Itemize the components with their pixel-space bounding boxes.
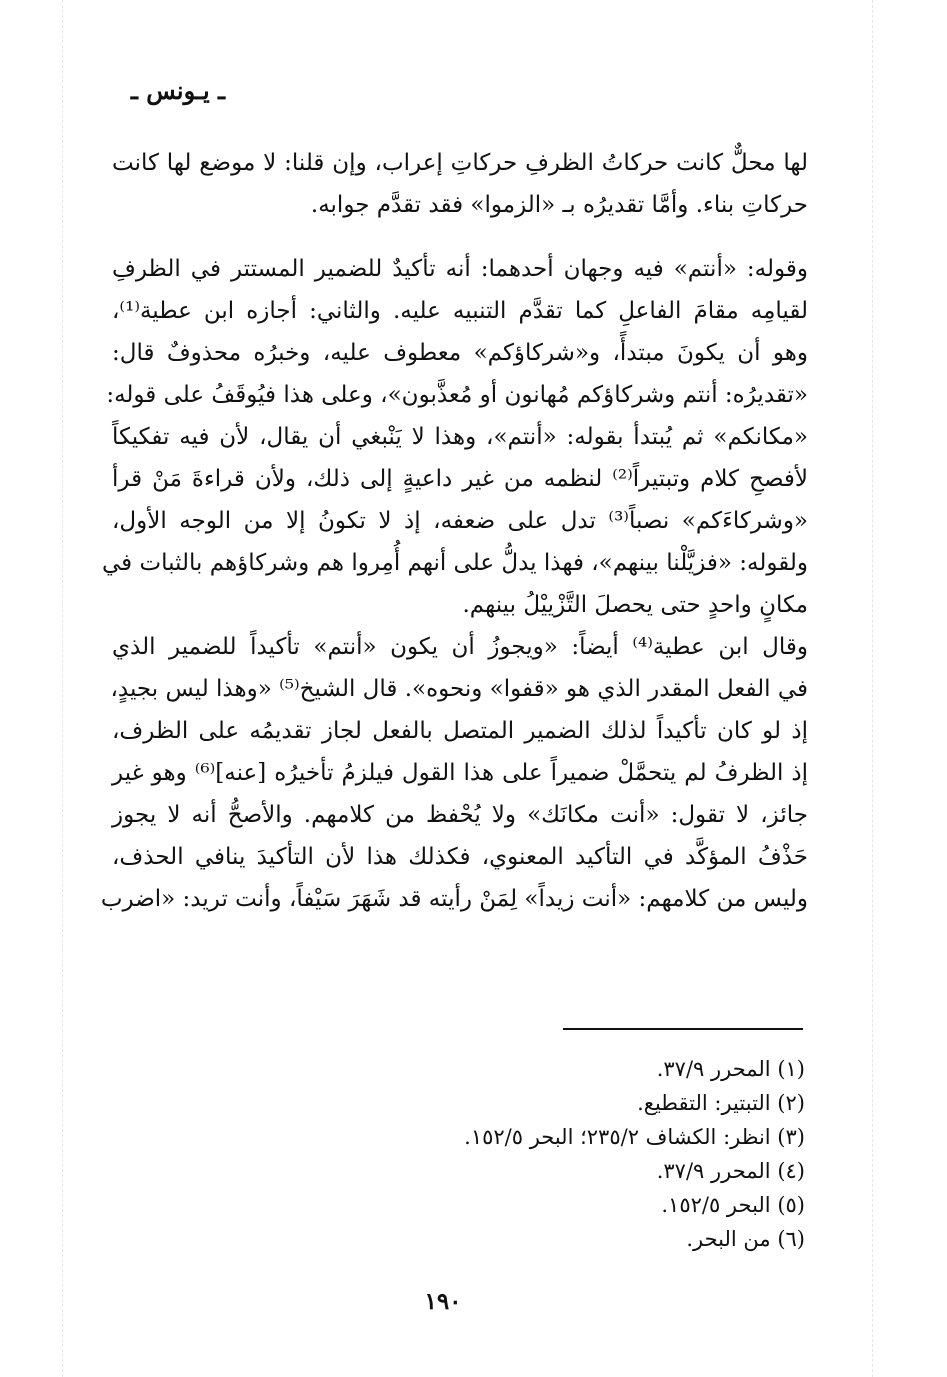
text-line: حَذْفُ المؤكَّد في التأكيد المعنوي، فكذلك هذا لأن التأكيدَ ينافي الحذف، [112,844,808,870]
footnote: (٥) البحر ١٥٢/٥. [661,1193,805,1217]
scan-guide-left [62,0,63,1377]
scan-guide-right [872,0,873,1377]
text-line: ولقوله: «فزيَّلْنا بينهم»، فهذا يدلُّ على أنهم أُمِروا هم وشركاؤهم بالثبات في [101,550,808,576]
text-line: لقيامِه مقامَ الفاعلِ كما تقدَّم التنبيه عليه. والثاني: أجازه ابن عطية⁽¹⁾، [112,298,808,324]
text-line: وقوله: «أنتم» فيه وجهان أحدهما: أنه تأكيدٌ للضمير المستتر في الظرفِ [112,256,808,282]
text-line: «تقديرُه: أنتم وشركاؤكم مُهانون أو مُعذَّبون»، وعلى هذا فيُوقَفُ على قوله: [106,382,808,408]
running-title: ـ يـونس ـ [130,76,226,105]
text-line: حركاتِ بناء. وأمَّا تقديرُه بـ «الزموا» فقد تقدَّم جوابه. [310,192,808,218]
footnote: (٦) من البحر. [686,1227,805,1251]
footnote-separator [563,1028,803,1030]
footnotes-list [300,1052,805,1256]
footnote: (١) المحرر ٣٧/٩. [656,1057,805,1081]
footnote: (٣) انظر: الكشاف ٢٣٥/٢؛ البحر ١٥٢/٥. [464,1125,805,1149]
text-line: في الفعل المقدر الذي هو «قفوا» ونحوه». قال الشيخ⁽⁵⁾ «وهذا ليس بجيدٍ، [110,676,808,702]
text-line: وقال ابن عطية⁽⁴⁾ أيضاً: «ويجوزُ أن يكون «أنتم» تأكيداً للضمير الذي [112,634,808,660]
text-line: لأفصحِ كلام وتبتيراً⁽²⁾ لنظمه من غير داعيةٍ إلى ذلك، ولأن قراءةَ مَنْ قرأ [112,466,809,492]
main-text [100,142,809,920]
text-line: لها محلٌّ كانت حركاتُ الظرفِ حركاتِ إعراب، وإن قلنا: لا موضع لها كانت [112,150,808,176]
text-line: وليس من كلامهم: «أنت زيداً» لِمَنْ رأيته قد شَهَرَ سَيْفاً، وأنت تريد: «اضرب [100,886,808,912]
text-line: جائز، لا تقول: «أنت مكانَك» ولا يُحْفظ من كلامهم. والأصحُّ أنه لا يجوز [112,802,808,828]
footnote: (٢) التبتير: التقطيع. [637,1091,805,1115]
text-line: «مكانكم» ثم يُبتدأ بقوله: «أنتم»، وهذا لا يَنْبغي أن يقال، لأن فيه تفكيكاً [112,424,808,450]
text-line: مكانٍ واحدٍ حتى يحصلَ التَّزْييْلُ بينهم. [462,592,808,618]
text-line: إذ لو كان تأكيداً لذلك الضمير المتصل بالفعل لجاز تقديمُه على الظرف، [112,718,808,744]
text-line: وهو أن يكونَ مبتدأً، و«شركاؤكم» معطوف عليه، وخبرُه محذوفٌ قال: [112,340,808,366]
page-number: ١٩٠ [424,1288,462,1315]
text-line: «وشركاءَكم» نصباً⁽³⁾ تدل على ضعفه، إذ لا تكونُ إلا من الوجه الأول، [112,508,808,534]
text-line: إذ الظرفُ لم يتحمَّلْ ضميراً على هذا القول فيلزمُ تأخيرُه [عنه]⁽⁶⁾ وهو غير [112,760,808,786]
footnote: (٤) المحرر ٣٧/٩. [656,1159,805,1183]
